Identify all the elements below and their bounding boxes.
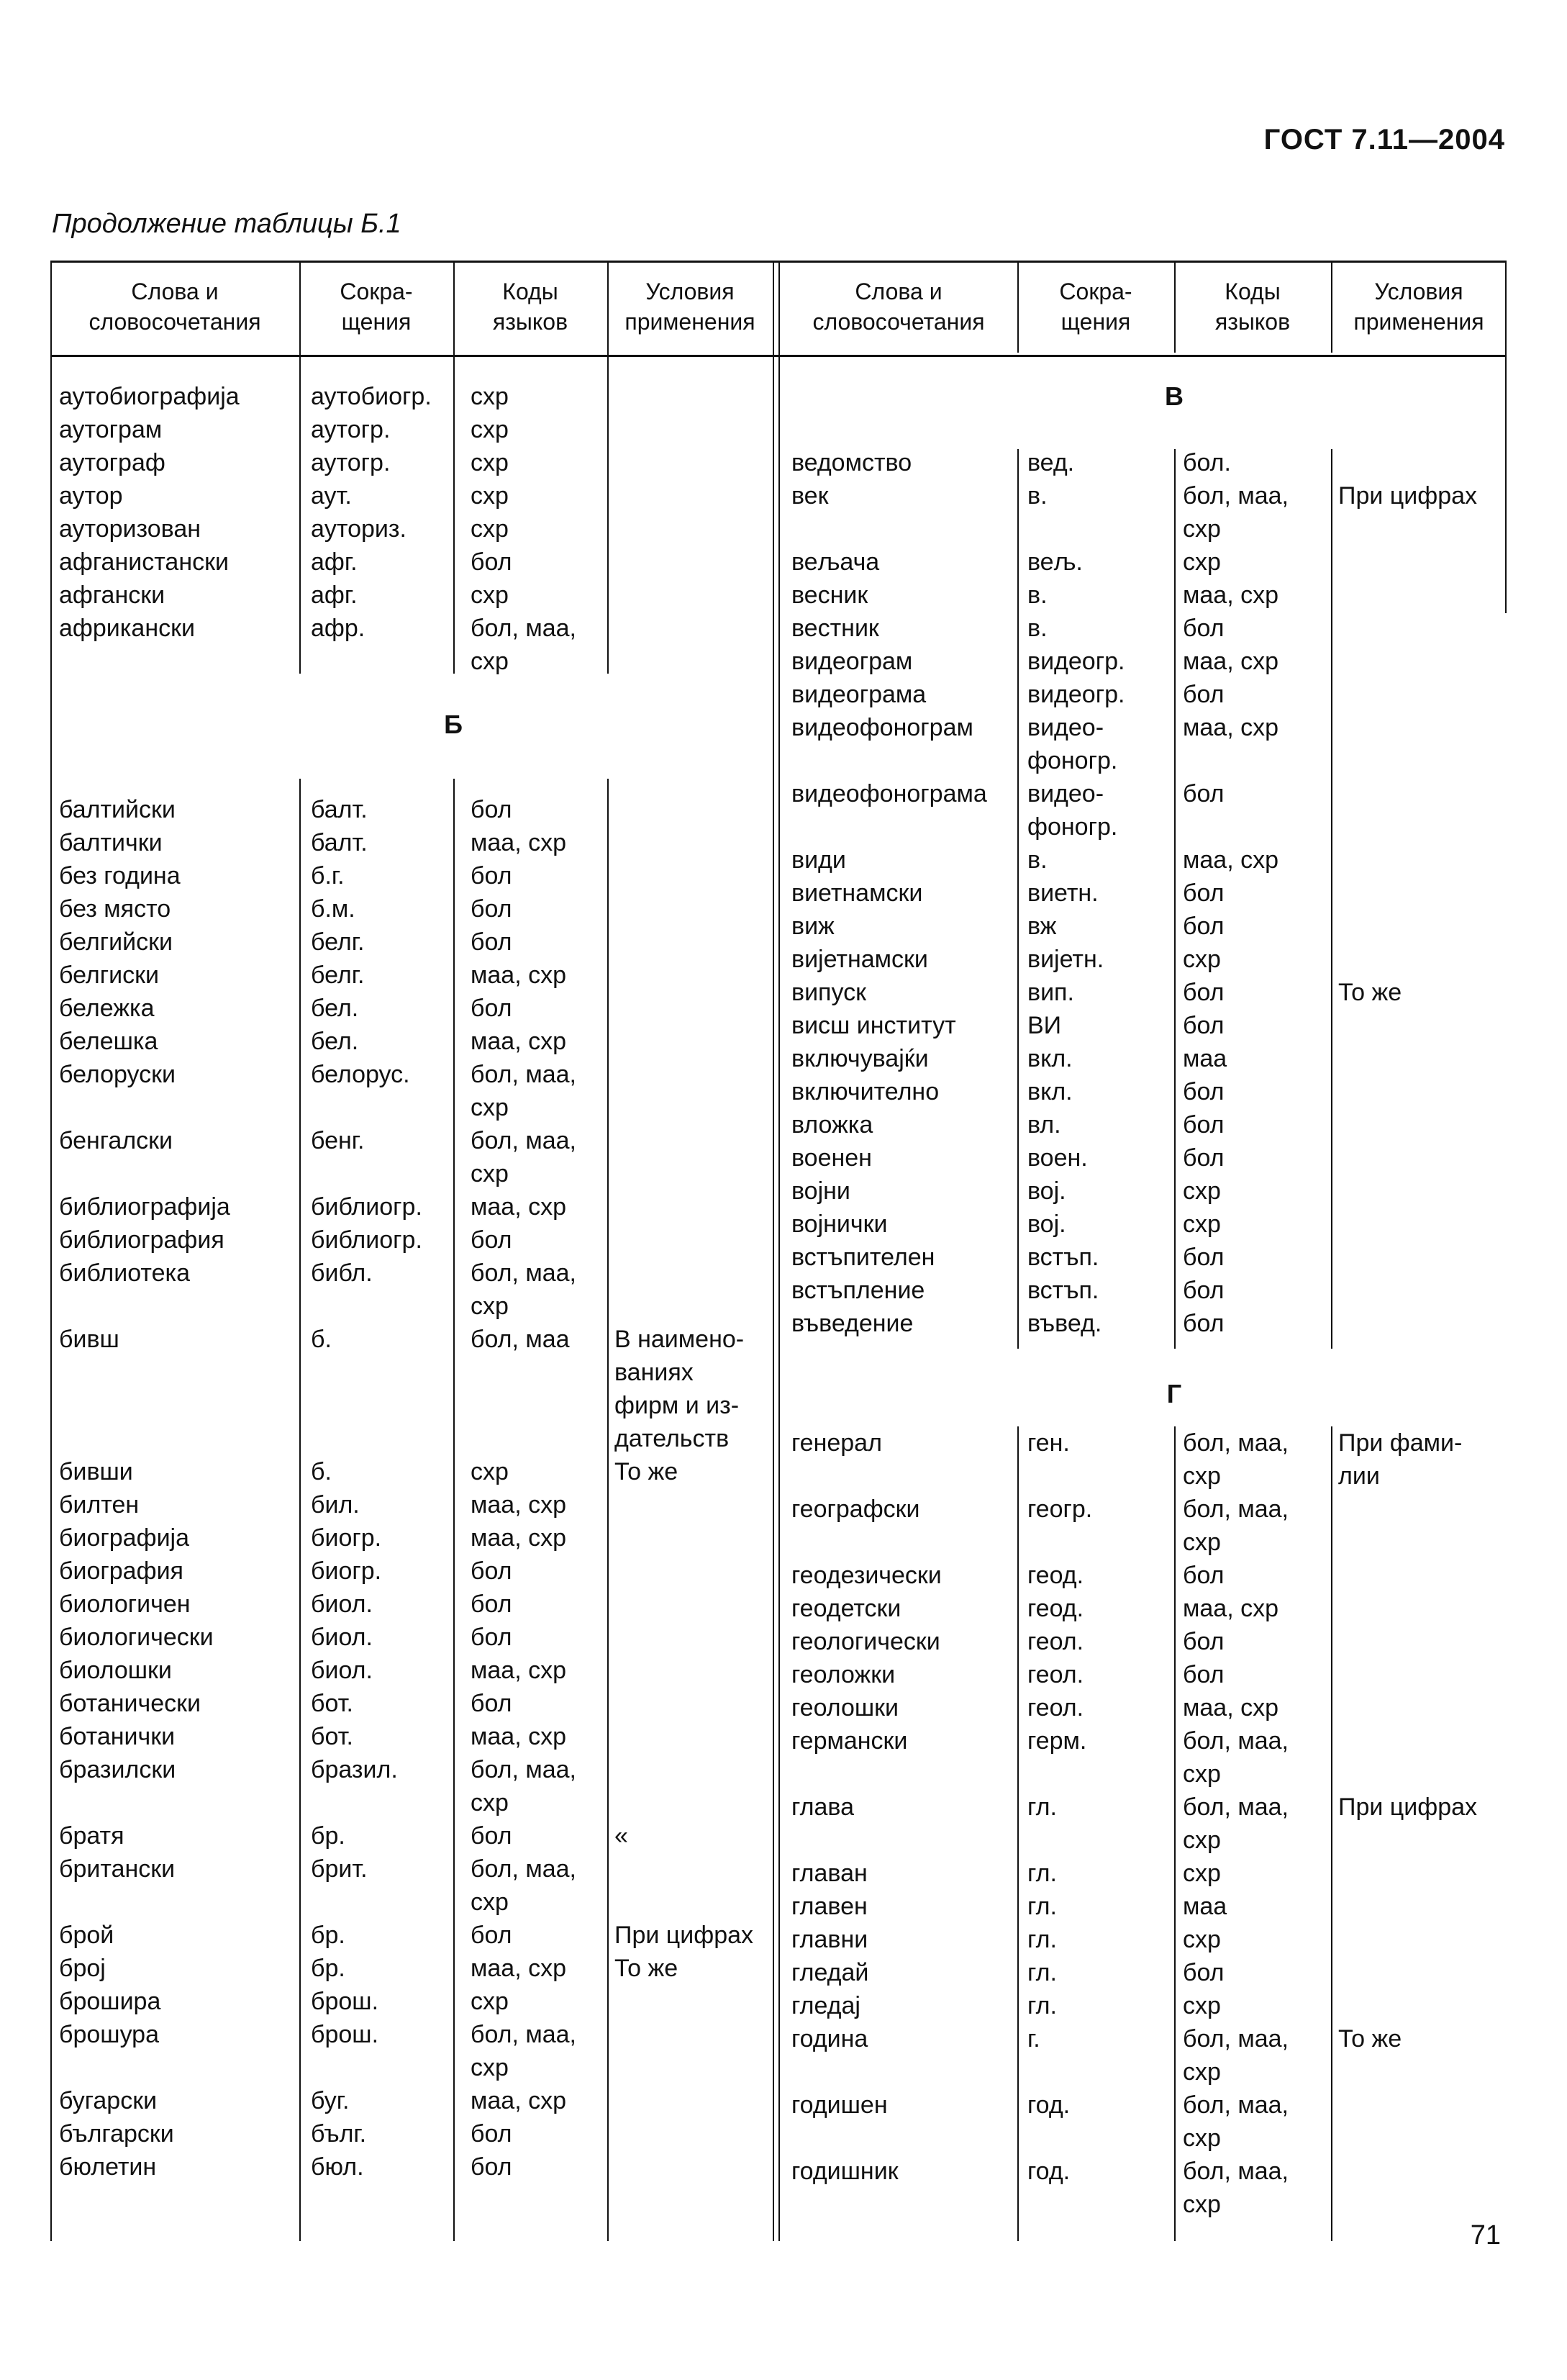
right-g1-conds: При цифрах То же xyxy=(1338,482,1478,1006)
rule-h3 xyxy=(607,261,609,353)
header-conditions-left: Условия применения xyxy=(624,279,755,335)
right-g1-words: ведомство век вељача весник вестник видеограм видеограма видеофонограм видеофонограма види виетнамски виж вијетнамски випуск висш институт включувајќи включително вложка военен војни војнички встъпителен встъпление въведение xyxy=(791,449,987,1337)
rule-r2a xyxy=(1174,449,1176,1349)
right-g2-codes: бол, маа, схр бол, маа, схр бол маа, схр бол бол маа, схр бол, маа, схр бол, маа, схр схр маа схр бол схр бол, маа, схр бол, маа, схр бол, маа, схр xyxy=(1183,1429,1289,2218)
rule-l2b xyxy=(453,779,455,2241)
right-g1-codes: бол. бол, маа, схр схр маа, схр бол маа, схр бол маа, схр бол маа, схр бол бол схр бол бол маа бол бол бол схр схр бол бол бол xyxy=(1183,449,1289,1337)
rule-h5 xyxy=(1174,261,1176,353)
table-caption: Продолжение таблицы Б.1 xyxy=(52,209,401,239)
rule-l1a xyxy=(299,353,301,674)
header-words-right: Слова и словосочетания xyxy=(812,279,985,335)
right-g2-conds: При фами- лии При цифрах То же xyxy=(1338,1429,1478,2053)
left-g2-conds: В наимено- ваниях фирм и из- дательств То же « При цифрах То же xyxy=(614,1326,754,1982)
rule-r1b xyxy=(1017,1426,1019,2241)
left-g2-codes: бол маа, схр бол бол бол маа, схр бол маа, схр бол, маа, схр бол, маа, схр маа, схр бол бол, маа, схр бол, маа схр маа, схр маа, схр бол бол бол маа, схр бол маа, схр бол, маа, схр бол бол, маа, схр бол маа, схр схр бол, маа, схр маа, схр бол бол xyxy=(471,796,577,2181)
header-codes-right: Коды языков xyxy=(1214,279,1291,335)
section-letter-b: Б xyxy=(444,710,463,739)
header-words-left: Слова и словосочетания xyxy=(88,279,261,335)
header-conditions-right: Условия применения xyxy=(1353,279,1484,335)
rule-r3b xyxy=(1331,1426,1332,2241)
right-g2-words: генерал географски геодезически геодетски геологически геоложки геолошки германски глава главан главен главни гледай гледај година годишен годишник xyxy=(791,1429,942,2185)
header-abbr-right: Сокра- щения xyxy=(1059,279,1132,335)
rule-middle-1 xyxy=(773,261,774,2241)
rule-h4 xyxy=(1017,261,1019,353)
rule-r3a xyxy=(1331,449,1332,1349)
right-g1-abbrs: вед. в. вељ. в. в. видеогр. видеогр. видео- фоногр. видео- фоногр. в. виетн. вж вијетн. вип. ВИ вкл. вкл. вл. воен. вој. вој. встъп. встъп. въвед. xyxy=(1027,449,1125,1337)
left-g1-codes: схр схр схр схр схр бол схр бол, маа, схр xyxy=(471,383,577,675)
abbreviations-table xyxy=(50,261,1507,2241)
rule-l2a xyxy=(453,353,455,674)
left-g2-abbrs: балт. балт. б.г. б.м. белг. белг. бел. бел. белорус. бенг. библиогр. библиогр. библ. б. б. бил. биогр. биогр. биол. биол. биол. бот. бот. бразил. бр. брит. бр. бр. брош. брош. буг. бълг. бюл. xyxy=(311,796,422,2181)
rule-r1a xyxy=(1017,449,1019,1349)
header-codes-left: Коды языков xyxy=(492,279,568,335)
rule-left-edge xyxy=(50,261,52,2241)
rule-l3b xyxy=(607,779,609,2241)
rule-h1 xyxy=(299,261,301,353)
rule-right-edge xyxy=(1505,261,1507,613)
rule-r2b xyxy=(1174,1426,1176,2241)
rule-l1b xyxy=(299,779,301,2241)
header-abbr-left: Сокра- щения xyxy=(340,279,413,335)
rule-l3a xyxy=(607,353,609,674)
rule-middle-2 xyxy=(778,261,780,2241)
left-g2-words: балтийски балтички без година без място белгийски белгиски бележка белешка белоруски бенгалски библиографија библиография библиотека бивш бивши билтен биографија биография биологичен биологически биолошки ботанически ботанички бразилски братя британски брой број брошира брошура бугарски български бюлетин xyxy=(59,796,230,2181)
page-number: 71 xyxy=(1470,2220,1501,2250)
rule-h6 xyxy=(1331,261,1332,353)
left-g1-words: аутобиографија аутограм аутограф аутор ауторизован афганистански афгански африкански xyxy=(59,383,240,642)
document-code: ГОСТ 7.11—2004 xyxy=(1263,124,1505,155)
right-g2-abbrs: ген. геогр. геод. геод. геол. геол. геол. герм. гл. гл. гл. гл. гл. гл. г. год. год. xyxy=(1027,1429,1093,2185)
left-g1-abbrs: аутобиогр. аутогр. аутогр. аут. aуториз. афг. афг. афр. xyxy=(311,383,432,642)
rule-h2 xyxy=(453,261,455,353)
section-letter-v: В xyxy=(1165,381,1184,411)
section-letter-g: Г xyxy=(1166,1379,1182,1408)
